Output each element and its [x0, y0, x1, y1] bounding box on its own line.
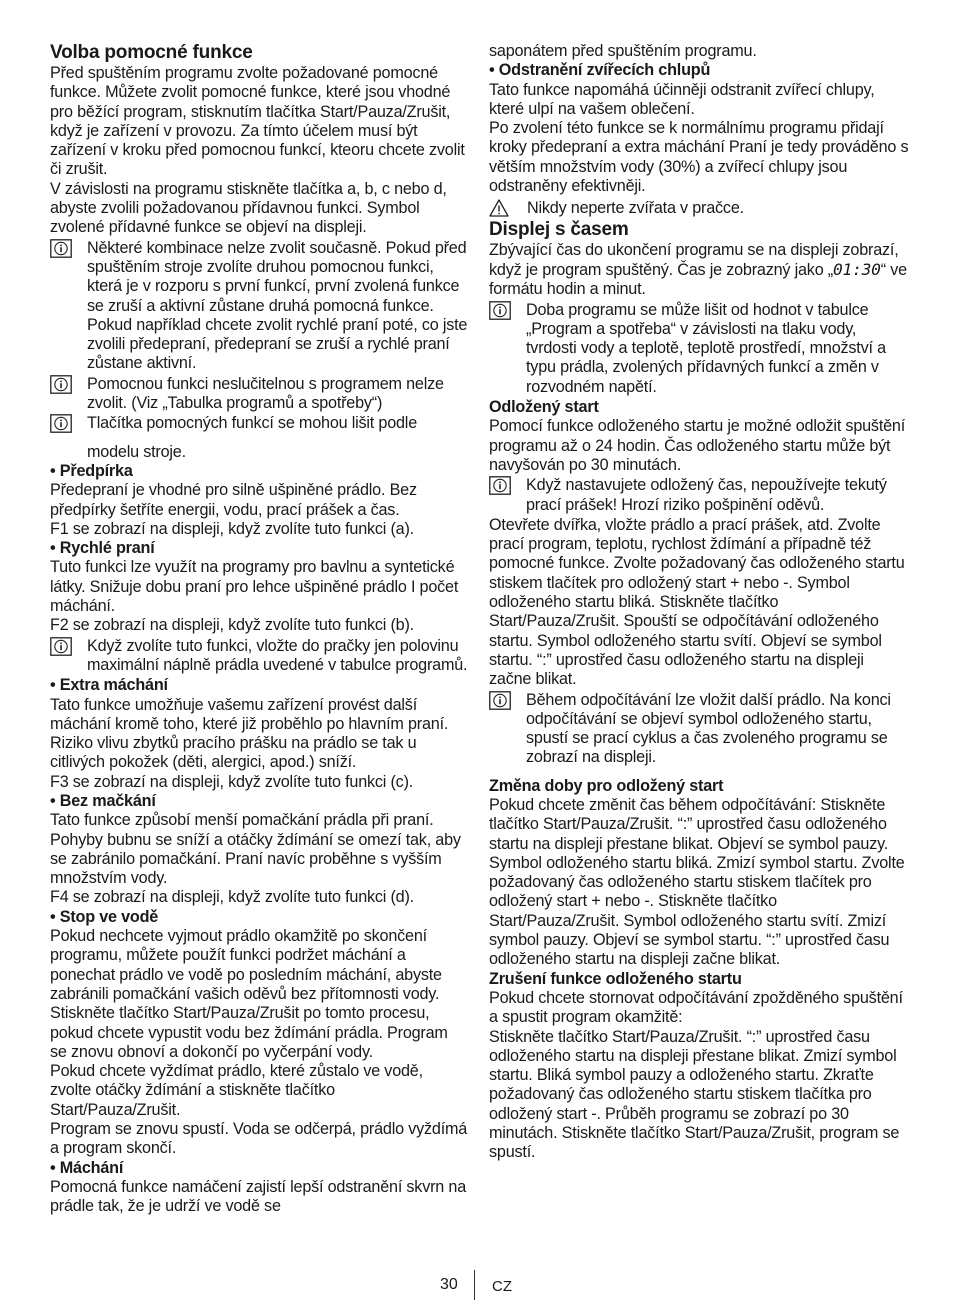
- paragraph: [489, 241, 909, 300]
- note-text: Doba programu se může lišit od hodnot v tabulce „Program a spotřeba“ v závislosti na tlaku vody, tvrdosti vody a teplotě, teplotě prostředí, množství a typu prádla, zvolených přídavných funkcí a změn v rozvodném napětí.: [526, 300, 886, 396]
- subsection-title: • Máchání: [50, 1158, 124, 1177]
- text-span: “ ve formátu hodin a minut.: [489, 260, 907, 299]
- note-text: Když zvolíte tuto funkci, vložte do pračky jen polovinu maximální náplně prádla uvedené v tabulce programů.: [87, 636, 468, 674]
- paragraph: F4 se zobrazí na displeji, když zvolíte tuto funkci (d).: [50, 888, 414, 907]
- subsection-title: • Extra máchání: [50, 676, 168, 695]
- info-icon: [50, 375, 72, 394]
- language-code: CZ: [492, 1278, 512, 1295]
- note: [489, 301, 909, 397]
- note: [50, 375, 468, 414]
- paragraph: Pokud nechcete vyjmout prádlo okamžitě po skončení programu, můžete použít funkci podržet máchání a ponechat prádlo ve vodě po posledním máchání, abyste zabránili pomačkání vašich oděvů bez přítomnosti vody. Stiskněte tlačítko Start/Pauza/Zrušit po tomto procesu, pokud chcete vypustit vodu bez ždímání prádla. Program se znovu obnoví a dokončí po vyčerpání vody.: [50, 927, 448, 1061]
- paragraph: Otevřete dvířka, vložte prádlo a prací prášek, atd. Zvolte prací program, teplotu, rychlost ždímání a případně též pomocné funkce. Zvolte požadovaný čas odloženého startu stiskem tlačítek pro odložený start + nebo -. Symbol odloženého startu bliká. Stiskněte tlačítko Start/Pauza/Zrušit. Spouští se odpočítávání odloženého startu. Symbol odloženého startu svítí. Objeví se symbol startu. “:” uprostřed času odloženého startu na displeji začne blikat.: [489, 515, 905, 689]
- subsection-title: • Předpírka: [50, 461, 133, 480]
- lcd-time: 01:30: [832, 259, 881, 279]
- info-icon: [489, 301, 511, 320]
- paragraph: Pomocí funkce odloženého startu je možné odložit spuštění programu až o 24 hodin. Čas odloženého startu může být navyšován po 30 minutách.: [489, 417, 906, 474]
- warning-icon: [489, 199, 509, 217]
- section-title: Volba pomocné funkce: [50, 42, 253, 63]
- paragraph: Program se znovu spustí. Voda se odčerpá, prádlo vyždímá a program skončí.: [50, 1120, 468, 1158]
- info-icon: [50, 239, 72, 258]
- note-text: Během odpočítávání lze vložit další prádlo. Na konci odpočítávání se objeví symbol odloženého startu, spustí se prací cyklus a čas zvoleného programu se zobrazí na displeji.: [526, 690, 891, 767]
- info-icon: [50, 414, 72, 433]
- divider: [474, 1270, 475, 1300]
- note: [50, 239, 468, 374]
- warning: [489, 199, 909, 218]
- note-text: Tlačítka pomocných funkcí se mohou lišit podle: [87, 414, 418, 433]
- paragraph: Tato funkce napomáhá účinněji odstranit zvířecí chlupy, které ulpí na vašem oblečení.: [489, 80, 875, 118]
- right-column: [489, 42, 909, 1163]
- info-icon: [489, 476, 511, 495]
- subsection-title: Změna doby pro odložený start: [489, 776, 724, 795]
- paragraph: F3 se zobrazí na displeji, když zvolíte tuto funkci (c).: [50, 772, 414, 791]
- note-text: Když nastavujete odložený čas, nepoužívejte tekutý prací prášek! Hrozí riziko pošpinění oděvů.: [526, 476, 887, 514]
- warning-text: Nikdy neperte zvířata v pračce.: [527, 199, 744, 218]
- paragraph: V závislosti na programu stiskněte tlačítka a, b, c nebo d, abyste zvolili požadovanou přídavnou funkci. Symbol zvolené přídavné funkce se objeví na displeji.: [50, 179, 447, 237]
- subsection-title: • Rychlé praní: [50, 539, 155, 558]
- note: [50, 414, 468, 433]
- text-span: Zbývající čas do ukončení programu se na displeji zobrazí, když je program spuštěný. Čas je zobrazný jako „: [489, 240, 899, 279]
- paragraph: Pomocná funkce namáčení zajistí lepší odstranění skvrn na prádle tak, že je udrží ve vodě se: [50, 1177, 466, 1216]
- subsection-title: • Stop ve vodě: [50, 907, 159, 926]
- paragraph: F1 se zobrazí na displeji, když zvolíte tuto funkci (a).: [50, 519, 414, 538]
- info-icon: [50, 637, 72, 656]
- note: [489, 476, 909, 515]
- note-continuation: modelu stroje.: [87, 442, 186, 461]
- paragraph: Pokud chcete změnit čas během odpočítávání: Stiskněte tlačítko Start/Pauza/Zrušit. “:” uprostřed času odloženého startu na displeji přestane blikat. Objeví se symbol pauzy. Symbol odloženého startu bliká. Zmizí symbol startu. Zvolte požadovaný čas odloženého startu stiskem tlačítek pro odložený start + nebo -. Stiskněte tlačítko Start/Pauza/Zrušit. Symbol odloženého startu svítí. Zmizí symbol pauzy. Objeví se symbol startu. “:” uprostřed času odloženého startu na displeji začne blikat.: [489, 795, 905, 969]
- subsection-title: Odložený start: [489, 398, 599, 417]
- paragraph: Po zvolení této funkce se k normálnímu programu přidají kroky předepraní a extra máchání Praní je tedy prováděno s větším množstvím vody (30%) a zvířecí chlupy jsou odstraněny efektivněji.: [489, 119, 909, 196]
- note-text: Pomocnou funkci neslučitelnou s programem nelze zvolit. (Viz „Tabulka programů a spotřeby“): [87, 374, 444, 413]
- paragraph: Tato funkce způsobí menší pomačkání prádla při praní. Pohyby bubnu se sníží a otáčky ždímání se omezí tak, aby se zabránilo pomačkání. Praní navíc proběhne s vyšším množstvím vody.: [50, 811, 461, 888]
- note-text: Některé kombinace nelze zvolit současně. Pokud před spuštěním stroje zvolíte druhou pomocnou funkci, která je v rozporu s první funkcí, první zvolená funkce se zruší a aktivní zůstane druhá pomocná funkce. Pokud například chcete zvolit rychlé praní poté, co jste zvolili předepraní, předepraní se zruší a rychlé praní zůstane aktivní.: [87, 238, 468, 373]
- note: [489, 691, 909, 768]
- subsection-title: • Bez mačkání: [50, 791, 156, 810]
- subsection-title: Zrušení funkce odloženého startu: [489, 969, 742, 988]
- paragraph: Pokud chcete stornovat odpočítávání zpožděného spuštění a spustit program okamžitě:: [489, 988, 903, 1027]
- info-icon: [489, 691, 511, 710]
- paragraph: Předepraní je vhodné pro silně ušpiněné prádlo. Bez předpírky šetříte energii, vodu, prací prášek a čas.: [50, 481, 417, 519]
- paragraph: Pokud chcete vyždímat prádlo, které zůstalo ve vodě, zvolte otáčky ždímání a stiskněte tlačítko Start/Pauza/Zrušit.: [50, 1062, 423, 1119]
- paragraph: Stiskněte tlačítko Start/Pauza/Zrušit. “:” uprostřed času odloženého startu na displeji přestane blikat. Zmizí symbol startu. Bliká symbol pauzy a odloženého startu. Zkraťte požadovaný čas odloženého startu stiskem tlačítka pro odložený start -. Průběh programu se zobrazí po 30 minutách. Stiskněte tlačítko Start/Pauza/Zrušit, program se spustí.: [489, 1027, 900, 1162]
- subsection-title: • Odstranění zvířecích chlupů: [489, 61, 711, 80]
- paragraph: Tato funkce umožňuje vašemu zařízení provést další máchání kromě toho, které již proběhlo po hlavním praní. Riziko vlivu zbytků pracího prášku na prádlo se tak u citlivých pokožek (děti, alergici, apod.) sníží.: [50, 695, 449, 772]
- paragraph: F2 se zobrazí na displeji, když zvolíte tuto funkci (b).: [50, 616, 414, 635]
- note: [50, 637, 468, 676]
- page-number: 30: [440, 1276, 458, 1293]
- section-title: Displej s časem: [489, 218, 629, 240]
- paragraph: Tuto funkci lze využít na programy pro bavlnu a syntetické látky. Snižuje dobu praní pro lehce ušpiněné prádlo I počet máchání.: [50, 558, 459, 616]
- paragraph: saponátem před spuštěním programu.: [489, 42, 757, 60]
- left-column: [50, 42, 468, 1217]
- paragraph: Před spuštěním programu zvolte požadované pomocné funkce. Můžete zvolit pomocné funkce, které jsou vhodné pro běžící program, stisknutím tlačítka Start/Pauza/Zrušit, když je zařízení v provozu. Za tímto účelem musí být zařízení v kroku před pomocnou funkcí, kteoru chcete zvolit či zrušit.: [50, 64, 465, 179]
